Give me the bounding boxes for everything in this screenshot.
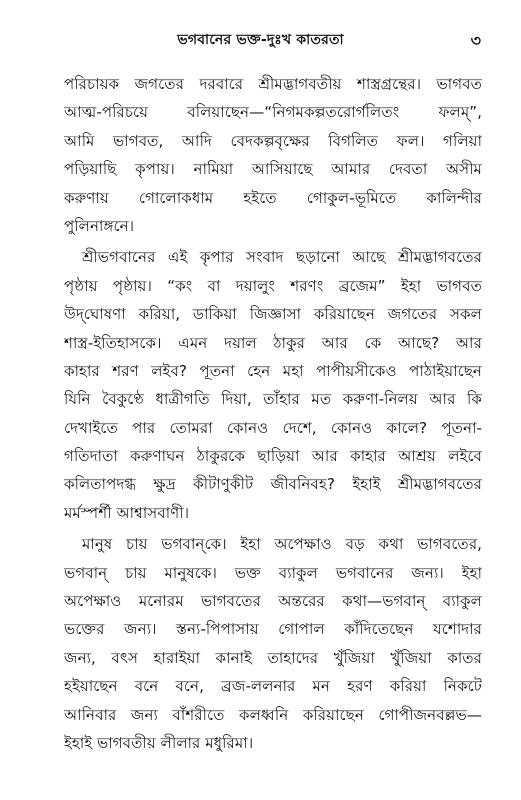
text-line: অপেক্ষাও মনোরম ভাগবতের অন্তরের কথা—ভগবান্ ব্যাকুল xyxy=(64,592,482,611)
text-line: আনিবার জন্য বাঁশরীতে কলধ্বনি করিয়াছেন গোপীজনবল্লভ— xyxy=(64,705,482,724)
text-line: পুলিনাঙ্গনে। xyxy=(64,216,135,235)
text-line: হইয়াছেন বনে বনে, ব্রজ-ললনার মন হরণ করিয়া নিকটে xyxy=(64,677,482,696)
text-line: ভক্তের জন্য। স্তন্য-পিপাসায় গোপাল কাঁদিতেছেন যশোদার xyxy=(64,620,482,639)
text-line: যিনি বৈকুণ্ঠে ধাত্রীগতি দিয়া, তাঁহার মত করুণা-নিলয় আর কি xyxy=(64,390,482,409)
page-number: ৩ xyxy=(470,31,481,50)
text-line: শ্রীভগবানের এই কৃপার সংবাদ ছড়ানো আছে শ্রীমদ্ভাগবতের xyxy=(82,248,482,267)
text-line: কাহার শরণ লইব? পূতনা হেন মহা পাপীয়সীকেও পাঠাইয়াছেন xyxy=(64,361,482,380)
text-line: গতিদাতা করুণাঘন ঠাকুরকে ছাড়িয়া আর কাহার আশ্রয় লইবে xyxy=(64,447,482,466)
text-line: উদ্‌ঘোষণা করিয়া, ডাকিয়া জিজ্ঞাসা করিয়াছেন জগতের সকল xyxy=(64,305,482,324)
running-title: ভগবানের ভক্ত-দুঃখ কাতরতা xyxy=(177,32,344,48)
page-header xyxy=(0,28,521,52)
text-line: পৃষ্ঠায় পৃষ্ঠায়। “কং বা দয়ালুং শরণং ব্রজেম” ইহা ভাগবত xyxy=(64,276,482,295)
text-line: ইহাই ভাগবতীয় লীলার মধুরিমা। xyxy=(64,733,254,752)
text-line: ভগবান্ চায় মানুষকে। ভক্ত ব্যাকুল ভগবানের জন্য। ইহা xyxy=(64,563,482,582)
paragraph-2 xyxy=(64,243,482,527)
text-line: জন্য, বৎস হারাইয়া কানাই তাহাদের খুঁজিয়া খুঁজিয়া কাতর xyxy=(64,648,482,667)
text-line: করুণায় গোলোকধাম হইতে গোকুল-ভূমিতে কালিন্দীর xyxy=(64,188,482,207)
text-line: আত্ম-পরিচয়ে বলিয়াছেন—“নিগমকল্পতরোর্গলিতং ফলম্”, xyxy=(64,103,482,122)
text-line: পড়িয়াছি কৃপায়। নামিয়া আসিয়াছে আমার দেবতা অসীম xyxy=(64,160,482,179)
text-line: দেখাইতে পার তোমরা কোনও দেশে, কোনও কালে? পূতনা- xyxy=(64,418,482,437)
page-body xyxy=(64,70,482,760)
paragraph-1 xyxy=(64,70,482,240)
text-line: মর্মস্পর্শী আশ্বাসবাণী। xyxy=(64,503,190,522)
text-line: আমি ভাগবত, আদি বেদকল্পবৃক্ষের বিগলিত ফল। গলিয়া xyxy=(64,131,482,150)
text-line: পরিচায়ক জগতের দরবারে শ্রীমদ্ভাগবতীয় শাস্ত্রগ্রন্থের। ভাগবত xyxy=(64,75,482,93)
paragraph-3 xyxy=(64,530,482,757)
text-line: কলিতাপদগ্ধ ক্ষুদ্র কীটাণুকীট জীবনিবহ? ইহাই শ্রীমদ্ভাগবতের xyxy=(64,475,482,494)
text-line: মানুষ চায় ভগবান্‌কে। ইহা অপেক্ষাও বড় কথা ভাগবতের, xyxy=(82,535,482,554)
text-line: শাস্ত্র-ইতিহাসকে। এমন দয়াল ঠাকুর আর কে আছে? আর xyxy=(64,333,482,352)
